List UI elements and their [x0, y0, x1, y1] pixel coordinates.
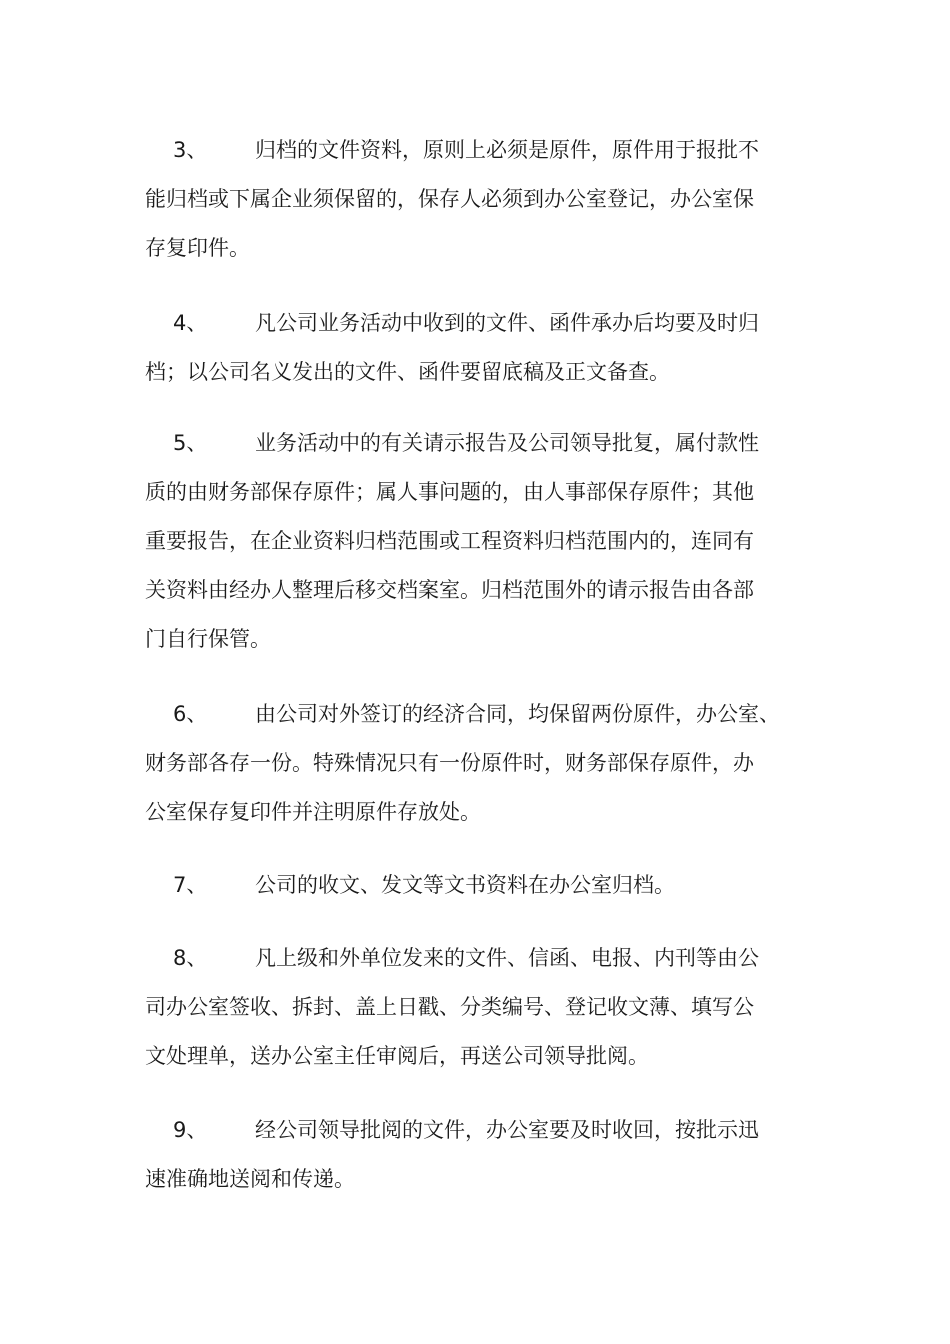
clause-line: [145, 1106, 810, 1155]
clause-line: 门自行保管。: [145, 627, 271, 651]
clause-number: 7、: [173, 873, 208, 897]
clause-5: [145, 419, 810, 664]
clause-number: 8、: [173, 946, 208, 970]
clause-number: 6、: [173, 702, 208, 726]
clause-line: 速准确地送阅和传递。: [145, 1167, 355, 1191]
clause-line: 公室保存复印件并注明原件存放处。: [145, 800, 481, 824]
clause-number: 9、: [173, 1118, 208, 1142]
clause-8: [145, 934, 810, 1081]
clause-line: [145, 419, 810, 468]
clause-number: 3、: [173, 138, 208, 162]
clause-text: 公司的收文、发文等文书资料在办公室归档。: [255, 873, 675, 897]
clause-text: 由公司对外签订的经济合同，均保留两份原件，办公室、: [255, 702, 780, 726]
clause-line: 文处理单，送办公室主任审阅后，再送公司领导批阅。: [145, 1044, 649, 1068]
clause-line: [145, 690, 810, 739]
clause-3: [145, 126, 810, 273]
clause-line: [145, 861, 810, 910]
clause-number: 4、: [173, 311, 208, 335]
clause-6: [145, 690, 810, 837]
clause-line: [145, 299, 810, 348]
clause-text: 业务活动中的有关请示报告及公司领导批复，属付款性: [255, 431, 759, 455]
clause-line: 关资料由经办人整理后移交档案室。归档范围外的请示报告由各部: [145, 578, 754, 602]
clause-line: [145, 126, 810, 175]
clause-text: 归档的文件资料，原则上必须是原件，原件用于报批不: [255, 138, 759, 162]
clause-line: 档；以公司名义发出的文件、函件要留底稿及正文备查。: [145, 360, 670, 384]
clause-line: 能归档或下属企业须保留的，保存人必须到办公室登记，办公室保: [145, 187, 754, 211]
clause-line: 重要报告，在企业资料归档范围或工程资料归档范围内的，连同有: [145, 529, 754, 553]
clause-line: 财务部各存一份。特殊情况只有一份原件时，财务部保存原件，办: [145, 751, 754, 775]
clause-line: [145, 934, 810, 983]
clause-line: 司办公室签收、拆封、盖上日戳、分类编号、登记收文薄、填写公: [145, 995, 754, 1019]
clause-text: 凡公司业务活动中收到的文件、函件承办后均要及时归: [255, 311, 759, 335]
clause-number: 5、: [173, 431, 208, 455]
clause-line: 质的由财务部保存原件；属人事问题的，由人事部保存原件；其他: [145, 480, 754, 504]
clause-7: [145, 861, 810, 910]
clause-line: 存复印件。: [145, 236, 250, 260]
clause-text: 凡上级和外单位发来的文件、信函、电报、内刊等由公: [255, 946, 759, 970]
clause-4: [145, 299, 810, 397]
clause-text: 经公司领导批阅的文件，办公室要及时收回，按批示迅: [255, 1118, 759, 1142]
clause-9: [145, 1106, 810, 1204]
